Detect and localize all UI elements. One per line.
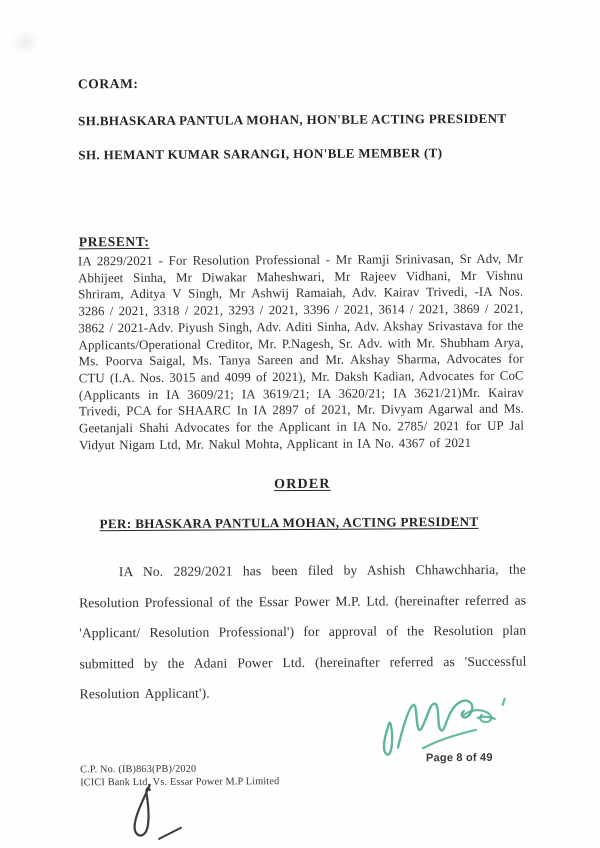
present-heading: [79, 234, 150, 250]
coram-member-technical: SH. HEMANT KUMAR SARANGI, HON'BLE MEMBER (T): [78, 145, 443, 163]
footer-case-title: ICICI Bank Ltd. Vs. Essar Power M.P Limited: [80, 776, 280, 789]
present-heading-text: PRESENT:: [78, 233, 150, 250]
pen-scribble-icon: [114, 783, 210, 848]
coram-member-acting-president: SH.BHASKARA PANTULA MOHAN, HON'BLE ACTING PRESIDENT: [78, 110, 507, 129]
scan-smudge: [10, 30, 40, 56]
footer-case-number: C.P. No. (IB)863(PB)/2020: [80, 763, 197, 776]
order-body-paragraph: IA No. 2829/2021 has been filed by Ashish Chhawchharia, the Resolution Professional of the Essar Power M.P. Ltd. (hereinafter referred as 'Applicant/ Resolution Professional') for approval of the Resolution plan submitted by the Adani Power Ltd. (hereinafter referred as 'Successful Resolution Applicant').: [79, 561, 527, 702]
order-heading: [80, 476, 524, 495]
order-heading-text: ORDER: [274, 476, 331, 493]
per-author-line-text: PER: BHASKARA PANTULA MOHAN, ACTING PRESIDENT: [99, 513, 479, 532]
per-author-line: [100, 514, 479, 532]
coram-label: CORAM:: [77, 75, 139, 92]
appearances-paragraph: IA 2829/2021 - For Resolution Professional - Mr Ramji Srinivasan, Sr Adv, Mr Abhijeet Sinha, Mr Diwakar Maheshwari, Mr Rajeev Vidhani, Mr Vishnu Shriram, Aditya V Singh, Mr Ashwij Ramaiah, Adv. Kairav Trivedi, -IA Nos. 3286 / 2021, 3318 / 2021, 3293 / 2021, 3396 / 2021, 3614 / 2021, 3869 / 2021, 3862 / 2021-Adv. Piyush Singh, Adv. Aditi Sinha, Adv. Akshay Srivastava for the Applicants/Operational Creditor, Mr. P.Nagesh, Sr. Adv. with Mr. Shubham Arya, Ms. Poorva Saigal, Ms. Tanya Sareen and Mr. Akshay Sharma, Advocates for CTU (I.A. Nos. 3015 and 4099 of 2021), Mr. Daksh Kadian, Advocates for CoC (Applicants in IA 3609/21; IA 3619/21; IA 3620/21; IA 3621/21)Mr. Kairav Trivedi, PCA for SHAARC In IA 2897 of 2021, Mr. Divyam Agarwal and Ms. Geetanjali Shahi Advocates for the Applicant in IA No. 2785/ 2021 for UP Jal Vidyut Nigam Ltd, Mr. Nakul Mohta, Applicant in IA No. 4367 of 2021: [77, 251, 525, 453]
page-number: Page 8 of 49: [426, 751, 493, 765]
